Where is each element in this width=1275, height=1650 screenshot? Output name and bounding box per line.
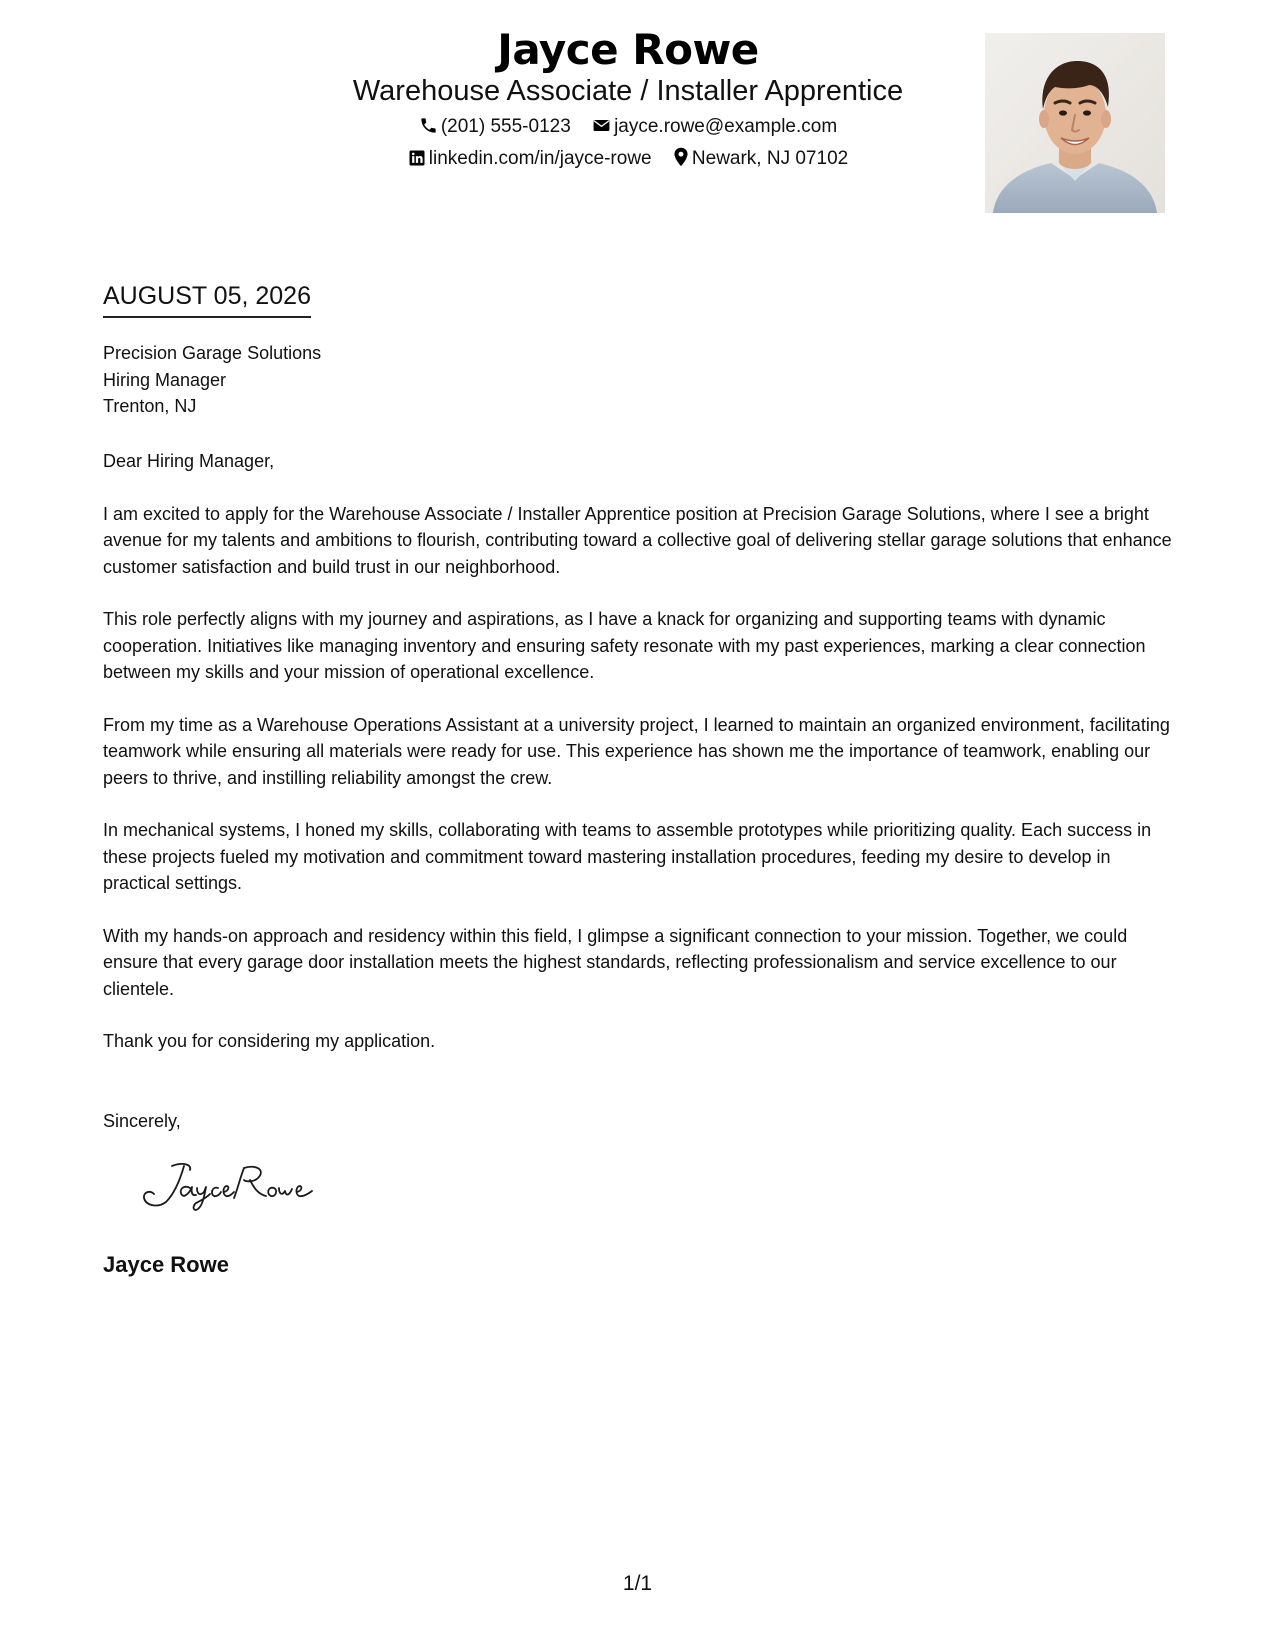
envelope-icon bbox=[592, 116, 611, 135]
phone-text: (201) 555-0123 bbox=[440, 116, 571, 137]
linkedin-contact[interactable] bbox=[408, 146, 652, 172]
email-text: jayce.rowe@example.com bbox=[614, 116, 838, 137]
paragraph-2: This role perfectly aligns with my journey and aspirations, as I have a knack for organizing and supporting teams with dynamic cooperation. Initiatives like managing inventory and ensuring safety resonate with my past experiences, marking a clear connection between my skills and your mission of operational excellence. bbox=[103, 609, 1146, 682]
recipient-title: Hiring Manager bbox=[103, 369, 227, 390]
phone-contact[interactable] bbox=[419, 114, 571, 140]
profile-photo bbox=[985, 33, 1165, 213]
closing: Sincerely, bbox=[103, 1111, 181, 1131]
paragraph-4: In mechanical systems, I honed my skills, collaborating with teams to assemble prototypes while prioritizing quality. Each success in these projects fueled my motivation and commitment toward mastering installation procedures, feeding my desire to develop in practical settings. bbox=[103, 820, 1152, 893]
paragraph-3: From my time as a Warehouse Operations Assistant at a university project, I learned to maintain an organized environment, facilitating teamwork while ensuring all materials were ready for use. This experience has shown me the importance of teamwork, enabling our peers to thrive, and instilling reliability amongst the crew. bbox=[103, 714, 1170, 788]
linkedin-text: linkedin.com/in/jayce-rowe bbox=[428, 148, 652, 169]
letter-body bbox=[103, 448, 1173, 1081]
email-contact[interactable] bbox=[592, 114, 837, 140]
phone-icon bbox=[419, 116, 438, 135]
location-contact bbox=[673, 146, 848, 172]
linkedin-icon bbox=[408, 149, 426, 167]
signer-name: Jayce Rowe bbox=[103, 1252, 229, 1277]
recipient-company: Precision Garage Solutions bbox=[103, 343, 322, 363]
recipient-block bbox=[103, 340, 321, 420]
thanks-line: Thank you for considering my application. bbox=[103, 1031, 436, 1051]
letter-date: AUGUST 05, 2026 bbox=[103, 280, 311, 318]
handwritten-signature bbox=[140, 1158, 330, 1216]
salutation: Dear Hiring Manager, bbox=[103, 451, 275, 471]
map-pin-icon bbox=[673, 147, 689, 167]
applicant-role: Warehouse Associate / Installer Apprentice bbox=[352, 75, 904, 107]
resume-header bbox=[0, 22, 1275, 212]
paragraph-1: I am excited to apply for the Warehouse Associate / Installer Apprentice position at Precision Garage Solutions, where I see a bright avenue for my talents and ambitions to flourish, contributing toward a collective goal of delivering stellar garage solutions that enhance customer satisfaction and build trust in our neighborhood. bbox=[103, 503, 1172, 577]
paragraph-5: With my hands-on approach and residency within this field, I glimpse a significant connection to your mission. Together, we could ensure that every garage door installation meets the highest standards, reflecting professionalism and service excellence to our clientele. bbox=[103, 925, 1128, 999]
recipient-location: Trenton, NJ bbox=[103, 396, 197, 416]
applicant-name: Jayce Rowe bbox=[497, 25, 759, 74]
page-number: 1/1 bbox=[622, 1572, 653, 1595]
location-text: Newark, NJ 07102 bbox=[691, 148, 849, 169]
